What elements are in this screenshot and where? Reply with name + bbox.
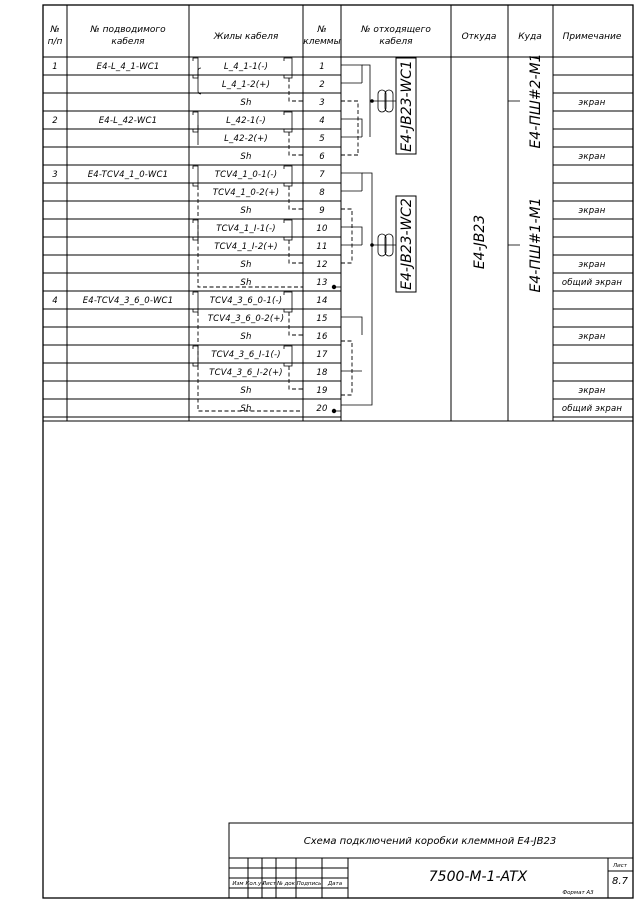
col-sheet: Лист — [262, 881, 276, 887]
header-outgoing-2: кабеля — [379, 37, 413, 47]
row-core: L_4_1-1(-) — [223, 62, 269, 72]
row-num: 2 — [52, 116, 58, 126]
row-terminal: 9 — [319, 206, 325, 216]
row-terminal: 15 — [316, 314, 328, 324]
title-block — [229, 823, 633, 898]
row-num: 4 — [52, 296, 58, 306]
to-value-1: E4-ПШ#2-M1 — [528, 53, 544, 149]
incoming-bracket-1 — [198, 68, 201, 94]
outgoing-cable-2: E4-JB23-WC2 — [399, 198, 415, 290]
header-to: Куда — [518, 32, 542, 42]
sheet-number: 8.7 — [612, 876, 628, 887]
title-text: Схема подключений коробки клеммной E4-JB23 — [303, 836, 557, 847]
row-note: общий экран — [561, 404, 623, 414]
row-terminal: 1 — [319, 62, 325, 72]
row-terminal: 7 — [319, 170, 325, 180]
header-note: Примечание — [562, 32, 622, 42]
row-core: Sh — [240, 206, 252, 216]
row-core: Sh — [240, 278, 252, 288]
row-core: Sh — [240, 260, 252, 270]
row-note: общий экран — [561, 278, 623, 288]
row-cable: E4-L_4_1-WC1 — [96, 62, 160, 72]
format-label: Формат А3 — [562, 890, 594, 896]
row-core: TCV4_1_0-1(-) — [214, 170, 278, 180]
row-terminal: 2 — [319, 80, 325, 90]
table-header — [48, 25, 622, 47]
row-terminal: 18 — [316, 368, 328, 378]
row-terminal: 10 — [316, 224, 328, 234]
row-note: экран — [578, 332, 606, 342]
from-value: E4-JB23 — [472, 214, 488, 270]
outgoing-cable-1: E4-JB23-WC1 — [399, 60, 415, 152]
header-terminal-1: № — [317, 25, 327, 35]
row-terminal: 13 — [316, 278, 328, 288]
row-core: TCV4_3_6_0-2(+) — [207, 314, 285, 324]
row-terminal: 20 — [316, 404, 328, 414]
col-change: Изм — [232, 881, 244, 887]
row-core: TCV4_1_0-2(+) — [212, 188, 280, 198]
row-note: экран — [578, 386, 606, 396]
header-incoming-2: кабеля — [111, 37, 145, 47]
col-doc: № док — [277, 881, 295, 887]
row-core: TCV4_3_6_I-1(-) — [211, 350, 281, 360]
header-cores: Жилы кабеля — [213, 32, 279, 42]
row-num: 3 — [52, 170, 58, 180]
header-terminal-2: клеммы — [303, 37, 341, 47]
document-code: 7500-M-1-ATX — [428, 869, 528, 885]
row-terminal: 6 — [319, 152, 325, 162]
row-core: TCV4_1_I-2(+) — [214, 242, 278, 252]
row-core: Sh — [240, 332, 252, 342]
row-num: 1 — [52, 62, 58, 72]
col-qty: Кол.уч — [245, 881, 265, 887]
row-terminal: 17 — [316, 350, 328, 360]
row-core: TCV4_3_6_0-1(-) — [209, 296, 283, 306]
row-core: Sh — [240, 98, 252, 108]
row-core: L_4_1-2(+) — [221, 80, 271, 90]
header-outgoing-1: № отходящего — [361, 25, 431, 35]
row-note: экран — [578, 260, 606, 270]
row-terminal: 8 — [319, 188, 325, 198]
col-date: Дата — [327, 881, 343, 887]
sheet-frame — [43, 5, 633, 898]
row-terminal: 16 — [316, 332, 328, 342]
row-terminal: 5 — [319, 134, 325, 144]
row-core: L_42-1(-) — [226, 116, 266, 126]
table-rows — [43, 62, 633, 417]
row-note: экран — [578, 206, 606, 216]
row-cable: E4-TCV4_1_0-WC1 — [87, 170, 169, 180]
row-core: TCV4_1_I-1(-) — [216, 224, 276, 234]
row-terminal: 4 — [319, 116, 325, 126]
header-incoming-1: № подводимого — [90, 25, 166, 35]
row-terminal: 19 — [316, 386, 328, 396]
row-terminal: 12 — [316, 260, 328, 270]
row-terminal: 14 — [316, 296, 328, 306]
row-core: Sh — [240, 152, 252, 162]
header-from: Откуда — [461, 32, 497, 42]
row-core: Sh — [240, 404, 252, 414]
row-core: TCV4_3_6_I-2(+) — [209, 368, 283, 378]
row-terminal: 11 — [316, 242, 328, 252]
to-value-2: E4-ПШ#1-M1 — [528, 197, 544, 293]
row-cable: E4-TCV4_3_6_0-WC1 — [82, 296, 174, 306]
header-num-1: № — [50, 25, 60, 35]
sheet-label: Лист — [613, 863, 627, 869]
header-num-2: п/п — [47, 37, 63, 47]
row-note: экран — [578, 152, 606, 162]
row-core: Sh — [240, 386, 252, 396]
row-core: L_42-2(+) — [224, 134, 268, 144]
row-note: экран — [578, 98, 606, 108]
row-terminal: 3 — [319, 98, 325, 108]
row-cable: E4-L_42-WC1 — [98, 116, 158, 126]
col-signature: Подпись — [296, 881, 322, 887]
